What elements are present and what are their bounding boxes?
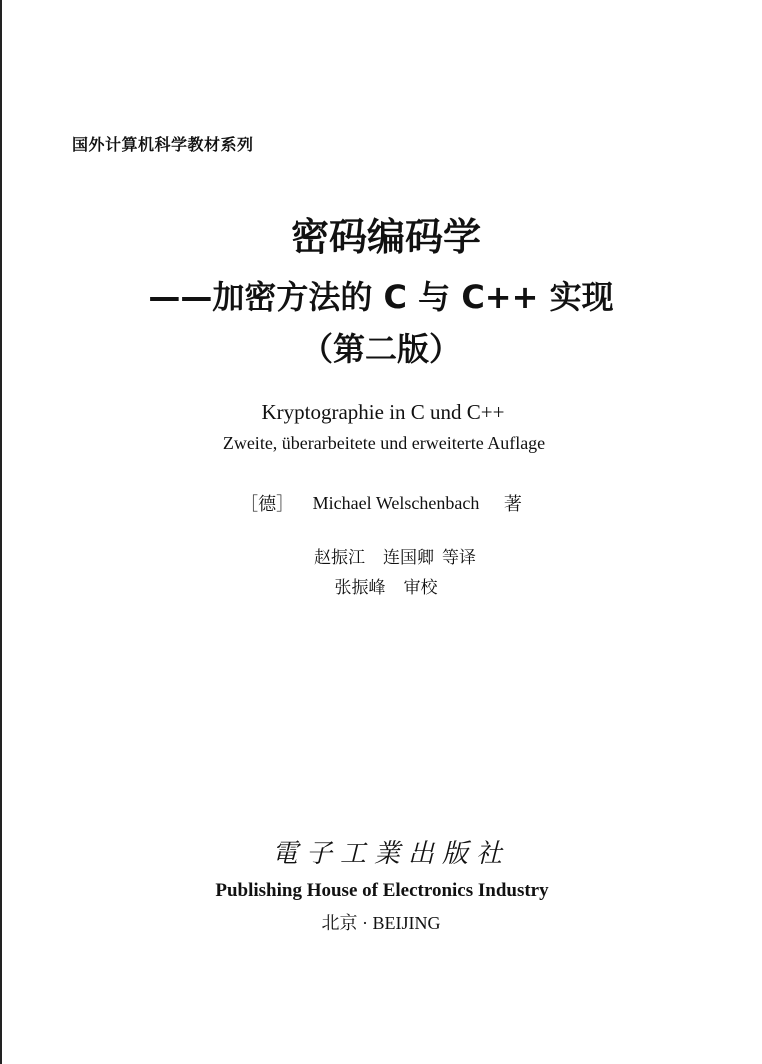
publisher-block bbox=[0, 836, 762, 936]
translator-role: 等译 bbox=[442, 548, 476, 568]
publisher-city: 北京 · BEIJING bbox=[321, 913, 441, 933]
reviewer-role: 审校 bbox=[403, 578, 438, 598]
book-subtitle: ——加密方法的 C 与 C++ 实现 bbox=[148, 278, 614, 316]
author-line bbox=[0, 490, 762, 516]
author-nationality: ［德］ bbox=[240, 494, 295, 514]
reviewer-name: 张振峰 bbox=[334, 578, 386, 598]
translators-block bbox=[0, 543, 762, 603]
book-title: 密码编码学 bbox=[290, 215, 481, 259]
translator-name: 连国卿 bbox=[383, 548, 434, 568]
author-name: Michael Welschenbach bbox=[312, 492, 480, 513]
series-name: 国外计算机科学教材系列 bbox=[72, 135, 254, 154]
publisher-name-cn: 電子工業出版社 bbox=[271, 839, 510, 869]
translator-name: 赵振江 bbox=[314, 548, 365, 568]
original-subtitle: Zweite, überarbeitete und erweiterte Auflage bbox=[222, 433, 546, 453]
reviewer-line bbox=[10, 573, 762, 603]
original-title: Kryptographie in C und C++ bbox=[261, 400, 505, 424]
publisher-name-en: Publishing House of Electronics Industry bbox=[215, 880, 549, 901]
author-role: 著 bbox=[503, 494, 522, 515]
original-title-block bbox=[0, 398, 762, 456]
title-block bbox=[0, 212, 762, 372]
translator-line bbox=[28, 543, 762, 573]
edition-label: （第二版） bbox=[300, 330, 461, 368]
